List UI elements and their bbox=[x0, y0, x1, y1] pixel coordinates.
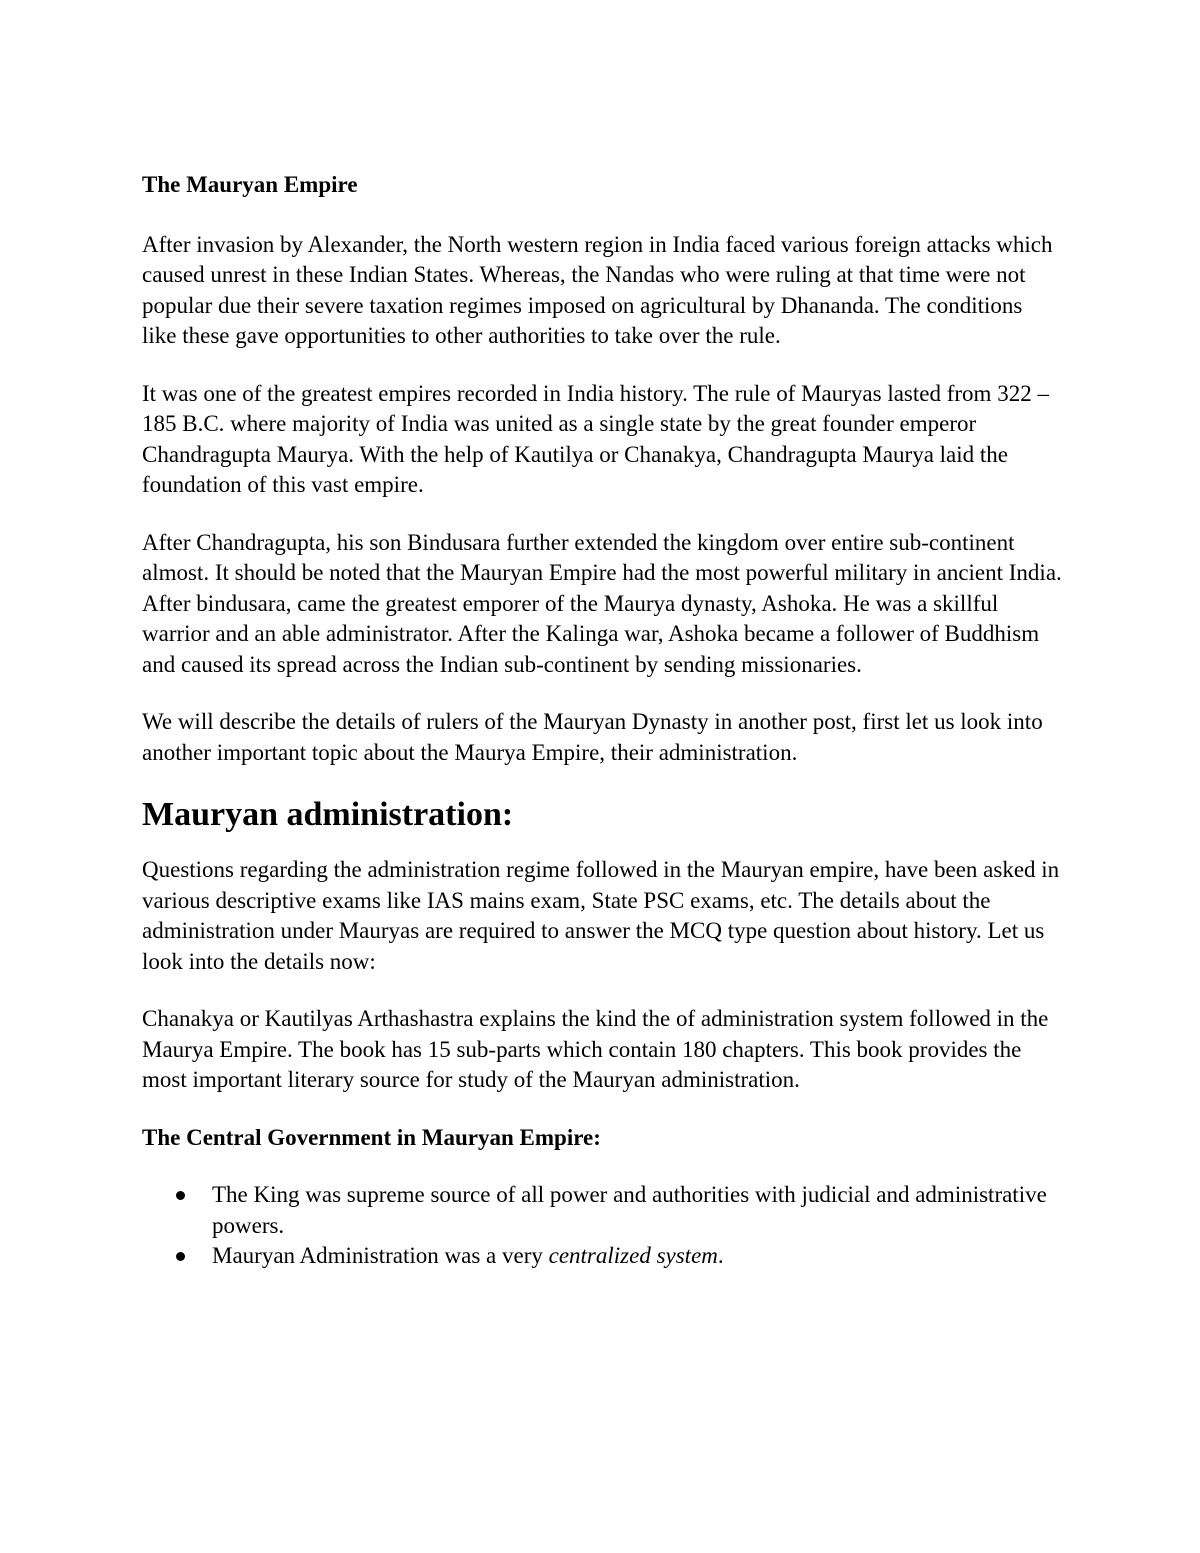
paragraph-next-topic: We will describe the details of rulers of the Mauryan Dynasty in another post, first let us look into another important topic about the Maurya Empire, their administration. bbox=[142, 709, 1043, 765]
bullet-text: Mauryan Administration was a very bbox=[212, 1243, 549, 1268]
paragraph-bindusara-ashoka: After Chandragupta, his son Bindusara further extended the kingdom over entire sub-continent almost. It should be noted that the Mauryan Empire had the most powerful military in ancient India. After bindusara, came the greatest emporer of the Maurya dynasty, Ashoka. He was a skillful warrior and an able administrator. After the Kalinga war, Ashoka became a follower of Buddhism and caused its spread across the Indian sub-continent by sending missionaries. bbox=[142, 529, 1062, 677]
section-title-administration: Mauryan administration: bbox=[142, 796, 514, 833]
paragraph-arthashastra: Chanakya or Kautilyas Arthashastra explains the kind the of administration system followed in the Maurya Empire. The book has 15 sub-parts which contain 180 chapters. This book provides the most important literary source for study of the Mauryan administration. bbox=[142, 1006, 1049, 1092]
paragraph-exam-questions: Questions regarding the administration regime followed in the Mauryan empire, have been asked in various descriptive exams like IAS mains exam, State PSC exams, etc. The details about the administration under Mauryas are required to answer the MCQ type question about history. Let us look into the details now: bbox=[142, 857, 1060, 974]
bullet-emphasis: centralized system bbox=[548, 1243, 718, 1268]
bullet-dot-icon bbox=[176, 1252, 185, 1261]
paragraph-greatest-empire: It was one of the greatest empires recorded in India history. The rule of Mauryas lasted from 322 – 185 B.C. where majority of India was united as a single state by the great founder emperor Chandragupta Maurya. With the help of Kautilya or Chanakya, Chandragupta Maurya laid the foundation of this vast empire. bbox=[142, 380, 1049, 497]
document-page bbox=[142, 170, 1062, 1272]
bullet-text: The King was supreme source of all power and authorities with judicial and administrative powers. bbox=[212, 1182, 1047, 1238]
list-item bbox=[142, 1180, 1062, 1241]
bullet-list bbox=[142, 1180, 1062, 1272]
subheading-central-government: The Central Government in Mauryan Empire: bbox=[142, 1124, 601, 1150]
document-title: The Mauryan Empire bbox=[142, 172, 358, 197]
list-item bbox=[142, 1241, 1062, 1272]
bullet-suffix: . bbox=[717, 1243, 724, 1268]
bullet-dot-icon bbox=[176, 1191, 185, 1200]
paragraph-intro: After invasion by Alexander, the North western region in India faced various foreign attacks which caused unrest in these Indian States. Whereas, the Nandas who were ruling at that time were not popular due their severe taxation regimes imposed on agricultural by Dhananda. The conditions like these gave opportunities to other authorities to take over the rule. bbox=[142, 231, 1053, 348]
